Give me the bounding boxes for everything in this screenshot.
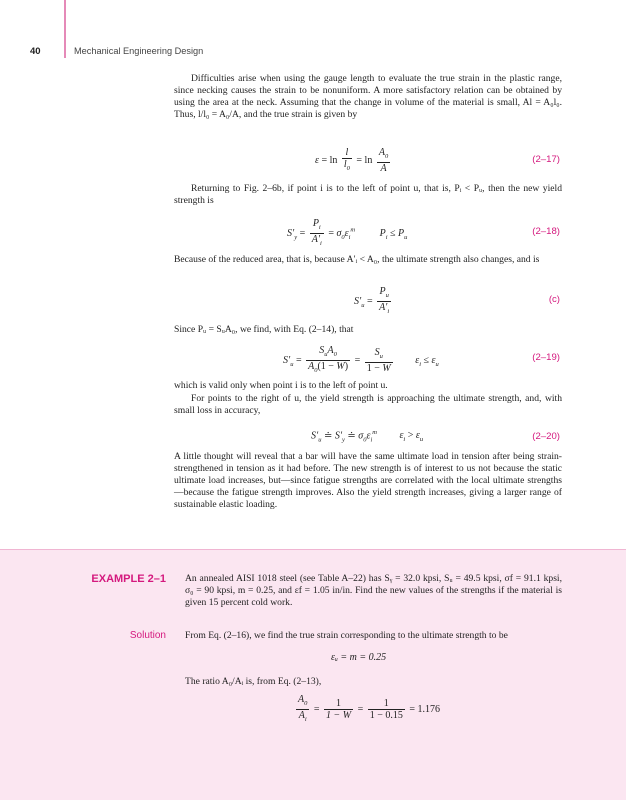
paragraph-2: Returning to Fig. 2–6b, if point i is to the left of point u, that is, Pᵢ < Pᵤ, then the new yield strength is xyxy=(174,183,562,207)
solution-line-1: From Eq. (2–16), we find the true strain corresponding to the ultimate strength to be xyxy=(185,630,508,641)
solution-line-2: The ratio A₀/Aᵢ is, from Eq. (2–13), xyxy=(185,676,322,687)
equation-number: (c) xyxy=(548,294,560,305)
equation-number: (2–17) xyxy=(532,154,560,165)
paragraph-4: Since Pᵤ = SᵤA₀, we find, with Eq. (2–14), that xyxy=(174,324,354,335)
ratio-value: = 1.176 xyxy=(409,703,440,715)
ratio-numerator-one: 1 xyxy=(324,698,353,710)
equation-c: $S'_u$ = $\frac{P_u}{A'_i}$ xyxy=(354,286,390,315)
equation-2-17: ε = ln $\frac{l}{l_0}$ = ln $\frac{A_0}{A}$ xyxy=(315,147,389,174)
paragraph-1: Difficulties arise when using the gauge length to evaluate the true strain in the plastic range, since necking causes the strain to be nonuniform. A more satisfactory relation can be obtained by using the area at the neck. Assuming that the change in volume of the material is small, Al = A₀l₀. Thus, l/l₀ = A₀/A, and the true strain is given by xyxy=(174,73,562,121)
paragraph-3: Because of the reduced area, that is, because A′ᵢ < A₀, the ultimate strength also changes, and is xyxy=(174,254,540,265)
equation-number: (2–20) xyxy=(532,431,560,442)
equation-2-19: $S'_u$ = $\frac{S_uA_0}{A_0(1 - W)}$ = $\frac{S_u}{1 - W}$ $\varepsilon_i \le \varepsilon_u$ xyxy=(283,345,439,374)
running-title: Mechanical Engineering Design xyxy=(74,46,204,56)
equation-2-20: $S'_u$ ≐ $S'_y$ ≐ $\sigma_0\varepsilon_i^m$ $\varepsilon_i > \varepsilon_u$ xyxy=(311,429,424,444)
ratio-denominator-w: 1 − W xyxy=(326,710,352,721)
paragraph-6: For points to the right of u, the yield strength is approaching the ultimate strength, and, with small loss in accuracy, xyxy=(174,393,562,417)
example-label: EXAMPLE 2–1 xyxy=(91,573,166,585)
equation-2-18: $S'_y$ = $\frac{P_i}{A'_i}$ = $\sigma_0\varepsilon_i^m$ $P_i \le P_u$ xyxy=(287,218,408,247)
example-top-rule xyxy=(0,549,626,550)
equation-number: (2–19) xyxy=(532,352,560,363)
ratio-denominator-value: 1 − 0.15 xyxy=(369,710,403,721)
page-number: 40 xyxy=(30,46,41,57)
example-statement: An annealed AISI 1018 steel (see Table A–22) has Sᵧ = 32.0 kpsi, Sᵤ = 49.5 kpsi, σf = 91.1 kpsi, σ₀ = 90 kpsi, m = 0.25, and εf = 1.05 in/in. Find the new values of the strengths if the material is given 15 percent cold work. xyxy=(185,573,562,609)
solution-label: Solution xyxy=(129,630,166,641)
equation-number: (2–18) xyxy=(532,226,560,237)
paragraph-5: which is valid only when point i is to the left of point u. xyxy=(174,380,388,391)
header-rule xyxy=(64,0,66,58)
paragraph-7: A little thought will reveal that a bar will have the same ultimate load in tension after being strain-strengthened in tension as it had before. The new strength is of interest to us not because the static ultimate load increases, but—since fatigue strengths are correlated with the local ultimate strengths—because the fatigue strength improves. Also the yield strength increases, giving a larger range of sustainable elastic loading. xyxy=(174,451,562,511)
equation-ratio: $\frac{A_0}{A_i}$ = $\frac{1}{1 - W}$ = $\frac{1}{1 - 0.15}$ = 1.176 xyxy=(298,694,440,723)
equation-result: εᵤ = m = 0.25 xyxy=(331,652,387,663)
